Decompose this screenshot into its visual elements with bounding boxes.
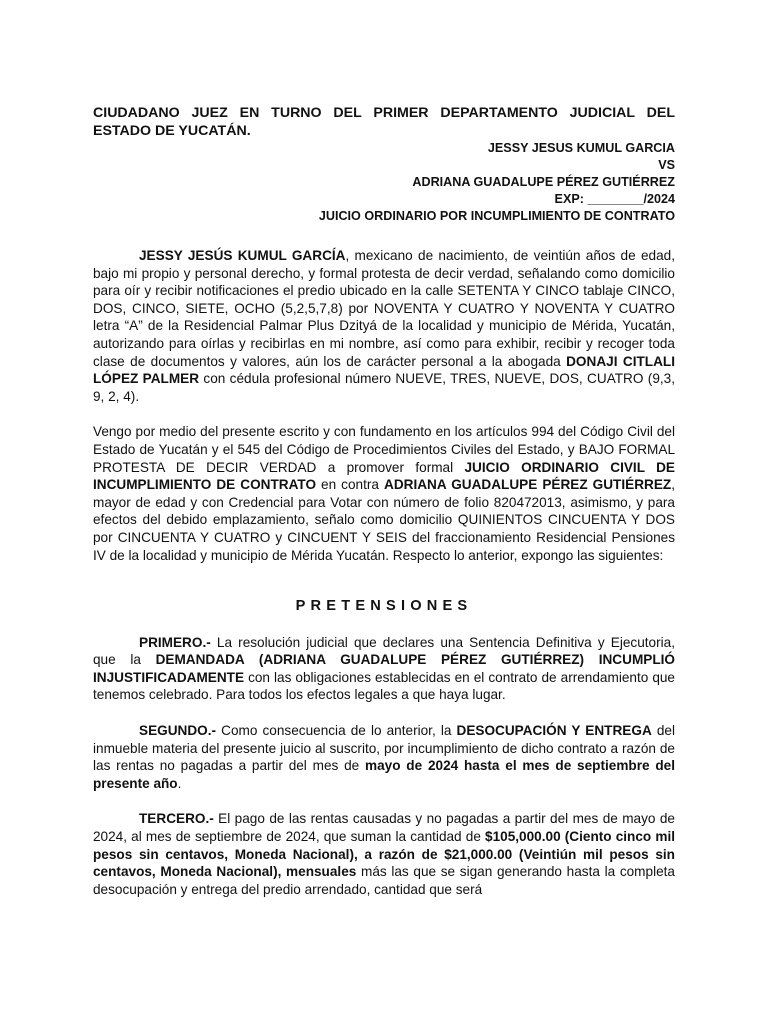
lawyer-name: DONAJI CITLALI LÓPEZ PALMER bbox=[93, 353, 675, 387]
court-address bbox=[93, 104, 675, 140]
court-address-line-1: CIUDADANO JUEZ EN TURNO DEL PRIMER DEPARTAMENTO JUDICIAL DEL bbox=[93, 105, 675, 121]
segundo-label: SEGUNDO.- bbox=[139, 723, 217, 739]
caption-plaintiff: JESSY JESUS KUMUL GARCIA bbox=[487, 141, 675, 155]
section-heading: PRETENSIONES bbox=[295, 598, 473, 615]
case-caption bbox=[93, 140, 675, 225]
defendant-name: ADRIANA GUADALUPE PÉREZ GUTIÉRREZ bbox=[384, 477, 672, 493]
claim-tercero: TERCERO.- El pago de las rentas causadas y no pagadas a partir del mes de mayo de 2024, al mes de septiembre de 2024, que suman la cantidad de $105,000.00 (Ciento cinco mil pesos sin centavos, Moneda Nacional), a razón de $21,000.00 (Veintiún mil pesos sin centavos, Moneda Nacional), mensuales más las que se sigan generando hasta la completa desocupación y entrega del predio arrendado, cantidad que será bbox=[93, 811, 676, 897]
tercero-label: TERCERO.- bbox=[139, 811, 214, 827]
claim-segundo: SEGUNDO.- Como consecuencia de lo anterior, la DESOCUPACIÓN Y ENTREGA del inmueble materia del presente juicio al suscrito, por incumplimiento de dicho contrato a razón de las rentas no pagadas a partir del mes de mayo de 2024 hasta el mes de septiembre del presente año. bbox=[93, 723, 676, 791]
claim-primero: PRIMERO.- La resolución judicial que declares una Sentencia Definitiva y Ejecutoria, que la DEMANDADA (ADRIANA GUADALUPE PÉREZ GUTIÉRREZ) INCUMPLIÓ INJUSTIFICADAMENTE con las obligaciones establecidas en el contrato de arrendamiento que tenemos celebrado. Para todos los efectos legales a que haya lugar. bbox=[93, 634, 675, 703]
primero-label: PRIMERO.- bbox=[139, 634, 211, 650]
caption-case-type: JUICIO ORDINARIO POR INCUMPLIMIENTO DE CONTRATO bbox=[318, 209, 675, 223]
claim-type: JUICIO ORDINARIO CIVIL DE INCUMPLIMIENTO DE CONTRATO bbox=[93, 459, 675, 493]
claim-paragraph: Vengo por medio del presente escrito y con fundamento en los artículos 994 del Código Civil del Estado de Yucatán y el 545 del Código de Procedimientos Civiles del Estado, y BAJO FORMAL PROTESTA DE DECIR VERDAD a promover formal JUICIO ORDINARIO CIVIL DE INCUMPLIMIENTO DE CONTRATO en contra ADRIANA GUADALUPE PÉREZ GUTIÉRREZ, mayor de edad y con Credencial para Votar con número de folio 820472013, asimismo, y para efectos del debido emplazamiento, señalo como domicilio QUINIENTOS CINCUENTA Y DOS por CINCUENTA Y CUATRO y CINCUENT Y SEIS del fraccionamiento Residencial Pensiones IV de la localidad y municipio de Mérida Yucatán. Respecto lo anterior, expongo las siguientes: bbox=[93, 424, 675, 563]
document-page bbox=[93, 104, 675, 898]
court-address-line-2: ESTADO DE YUCATÁN. bbox=[93, 123, 251, 139]
intro-paragraph: JESSY JESÚS KUMUL GARCÍA, mexicano de nacimiento, de veintiún años de edad, bajo mi propio y personal derecho, y formal protesta de decir verdad, señalando como domicilio para oír y recibir notificaciones el predio ubicado en la calle SETENTA Y CINCO tablaje CINCO, DOS, CINCO, SIETE, OCHO (5,2,5,7,8) por NOVENTA Y CUATRO Y NOVENTA Y CUATRO letra “A” de la Residencial Palmar Plus Dzityá de la localidad y municipio de Mérida, Yucatán, autorizando para oírlas y recibirlas en mi nombre, así como para exhibir, recibir y recoger toda clase de documentos y valores, aún los de carácter personal a la abogada DONAJI CITLALI LÓPEZ PALMER con cédula profesional número NUEVE, TRES, NUEVE, DOS, CUATRO (9,3, 9, 2, 4). bbox=[93, 248, 675, 404]
caption-exp: EXP: ________/2024 bbox=[554, 192, 675, 206]
caption-defendant: ADRIANA GUADALUPE PÉREZ GUTIÉRREZ bbox=[412, 175, 675, 189]
plaintiff-name: JESSY JESÚS KUMUL GARCÍA bbox=[139, 248, 346, 263]
caption-vs: VS bbox=[658, 158, 675, 172]
